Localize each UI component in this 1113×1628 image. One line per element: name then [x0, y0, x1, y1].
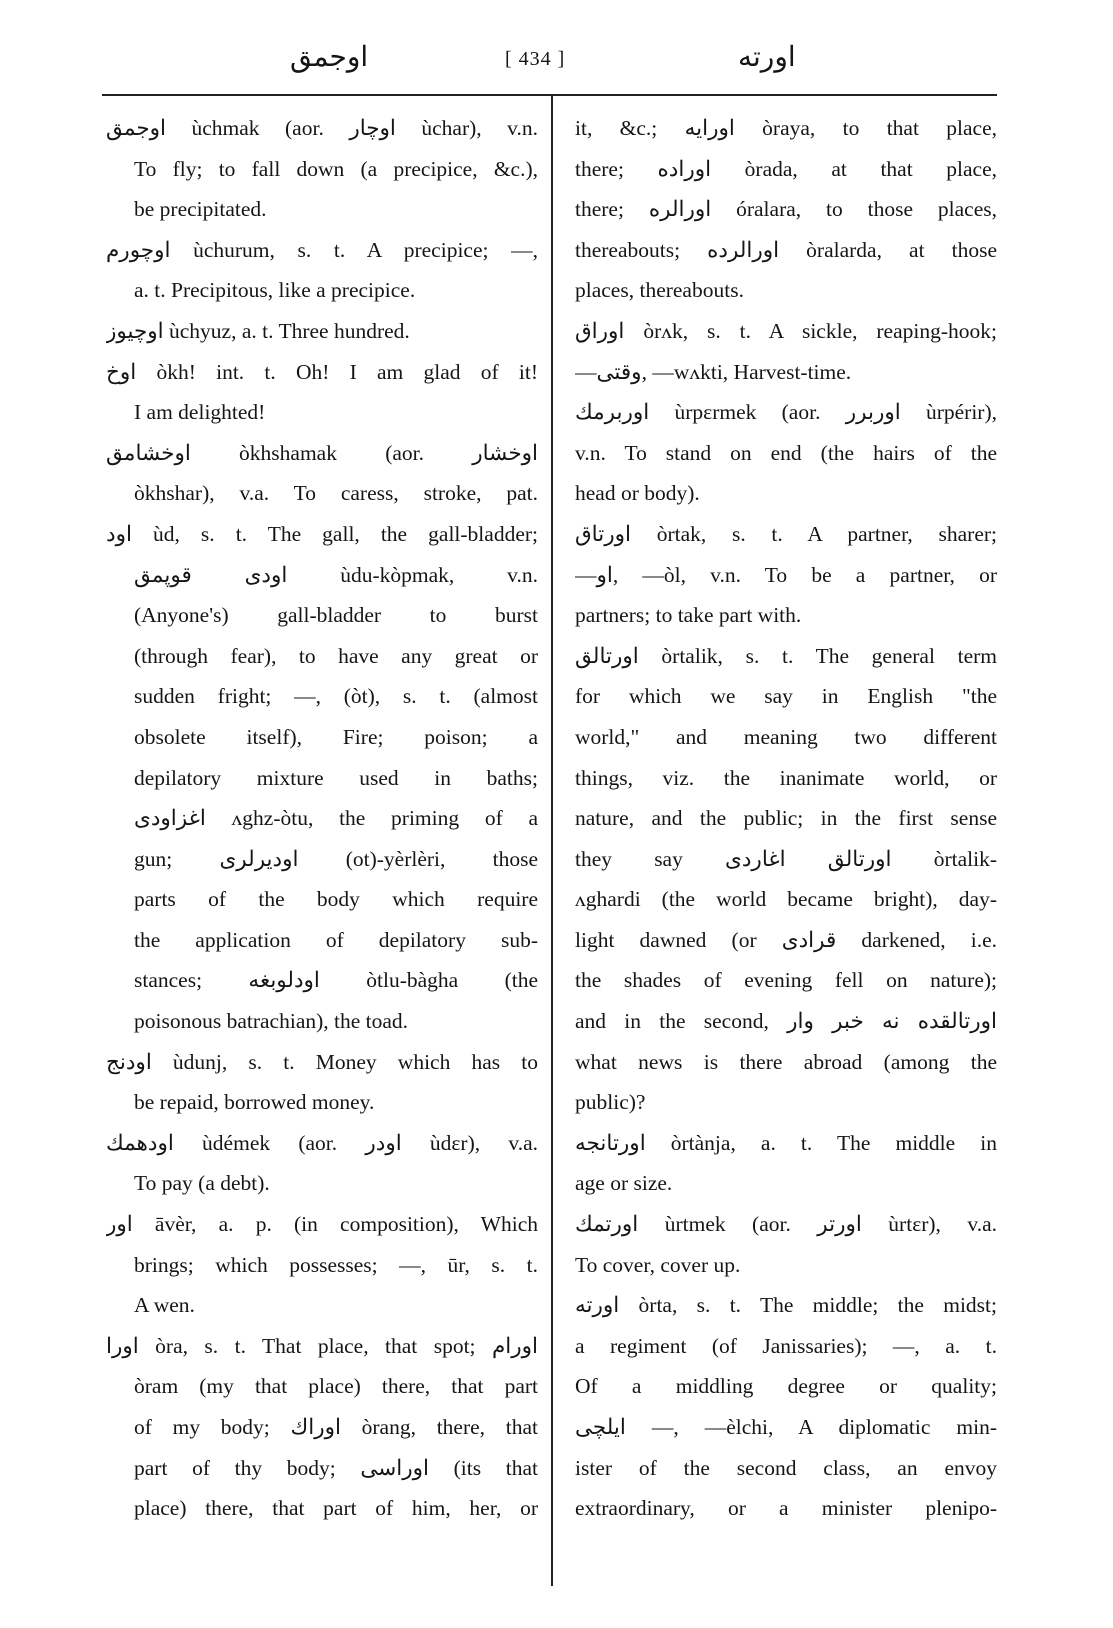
- entry-line: To fly; to fall down (a precipice, &c.),: [134, 156, 538, 181]
- column-divider: [551, 96, 553, 1586]
- entry-line: اورتمك ùrtmek (aor. اورتر ùrtɛr), v.a.: [575, 1212, 997, 1237]
- right-column: [575, 108, 997, 1529]
- entry-line: اود ùd, s. t. The gall, the gall-bladder;: [106, 521, 538, 546]
- entry-line: obsolete itself), Fire; poison; a: [134, 724, 538, 749]
- entry-line: اودى قوپمق ùdu-kòpmak, v.n.: [134, 562, 538, 587]
- entry-line: ايلچى —, —èlchi, A diplomatic min-: [575, 1415, 997, 1439]
- entry-line: the shades of evening fell on nature);: [575, 968, 997, 993]
- entry-line: nature, and the public; in the first sense: [575, 806, 997, 831]
- page-number: [ 434 ]: [505, 48, 566, 70]
- entry-line: extraordinary, or a minister plenipo-: [575, 1496, 997, 1521]
- entry-line: اوخشامق òkhshamak (aor. اوخشار: [106, 440, 538, 465]
- entry-line: there; اوراده òrada, at that place,: [575, 156, 997, 181]
- entry-line: اور āvèr, a. p. (in composition), Which: [106, 1212, 538, 1237]
- entry-line: and in the second, اورتالقده نه خبر وار: [575, 1009, 997, 1034]
- entry-line: be precipitated.: [134, 197, 267, 222]
- entry-line: اورتاق òrtak, s. t. A partner, sharer;: [575, 521, 997, 546]
- entry-line: age or size.: [575, 1171, 673, 1196]
- entry-line: —وقتى, —wʌkti, Harvest-time.: [575, 359, 852, 384]
- entry-line: I am delighted!: [134, 400, 266, 425]
- entry-line: head or body).: [575, 481, 700, 506]
- entry-line: light dawned (or قرادى darkened, i.e.: [575, 927, 997, 952]
- entry-line: the application of depilatory sub-: [134, 927, 538, 952]
- running-head-right: اورته: [738, 42, 796, 73]
- entry-line: thereabouts; اورالرده òralarda, at those: [575, 237, 997, 262]
- entry-line: a regiment (of Janissaries); —, a. t.: [575, 1333, 997, 1358]
- entry-line: be repaid, borrowed money.: [134, 1090, 375, 1115]
- entry-line: parts of the body which require: [134, 887, 538, 912]
- entry-line: part of thy body; اوراسى (its that: [134, 1455, 538, 1480]
- entry-line: world," and meaning two different: [575, 724, 997, 749]
- entry-line: To pay (a debt).: [134, 1171, 270, 1196]
- entry-line: ʌghardi (the world became bright), day-: [575, 887, 997, 912]
- entry-line: partners; to take part with.: [575, 603, 802, 628]
- entry-line: public)?: [575, 1090, 646, 1115]
- entry-line: اوچورم ùchurum, s. t. A precipice; —,: [106, 237, 538, 262]
- entry-line: a. t. Precipitous, like a precipice.: [134, 278, 416, 303]
- entry-line: for which we say in English "the: [575, 684, 997, 709]
- entry-line: poisonous batrachian), the toad.: [134, 1009, 409, 1034]
- entry-line: اوخ òkh! int. t. Oh! I am glad of it!: [106, 359, 538, 384]
- entry-line: òram (my that place) there, that part: [134, 1374, 538, 1399]
- entry-line: اوربرمك ùrpɛrmek (aor. اوربرر ùrpérir),: [575, 400, 997, 425]
- entry-line: what news is there abroad (among the: [575, 1049, 997, 1074]
- entry-line: اوچيوز ùchyuz, a. t. Three hundred.: [106, 318, 410, 343]
- entry-line: اودهمك ùdémek (aor. اودر ùdɛr), v.a.: [106, 1130, 538, 1155]
- entry-line: ister of the second class, an envoy: [575, 1455, 997, 1480]
- entry-line: A wen.: [134, 1293, 195, 1318]
- running-head-left: اوجمق: [290, 42, 369, 73]
- entry-line: brings; which possesses; —, ūr, s. t.: [134, 1252, 538, 1277]
- entry-line: of my body; اوراك òrang, there, that: [134, 1415, 538, 1439]
- entry-line: Of a middling degree or quality;: [575, 1374, 997, 1399]
- entry-line: اغزاودى ʌghz-òtu, the priming of a: [134, 806, 538, 831]
- entry-line: stances; اودلوبغه òtlu-bàgha (the: [134, 968, 538, 993]
- entry-line: اورا òra, s. t. That place, that spot; اورام: [106, 1333, 538, 1358]
- left-column: [106, 108, 538, 1529]
- header-rule: [102, 94, 997, 96]
- entry-line: اورتانجه òrtànja, a. t. The middle in: [575, 1130, 997, 1155]
- entry-line: òkhshar), v.a. To caress, stroke, pat.: [134, 481, 538, 506]
- entry-line: اودنج ùdunj, s. t. Money which has to: [106, 1049, 538, 1074]
- entry-line: To cover, cover up.: [575, 1252, 741, 1277]
- entry-line: it, &c.; اورايه òraya, to that place,: [575, 116, 997, 140]
- entry-line: there; اورالره óralara, to those places,: [575, 197, 997, 222]
- entry-line: اورتالق òrtalik, s. t. The general term: [575, 643, 997, 668]
- entry-line: اوجمق ùchmak (aor. اوچار ùchar), v.n.: [106, 116, 538, 140]
- entry-line: things, viz. the inanimate world, or: [575, 765, 997, 790]
- entry-line: اوراق òrʌk, s. t. A sickle, reaping-hook;: [575, 318, 997, 343]
- entry-line: depilatory mixture used in baths;: [134, 765, 538, 790]
- entry-line: (through fear), to have any great or: [134, 643, 538, 668]
- entry-line: places, thereabouts.: [575, 278, 744, 303]
- entry-line: —او, —òl, v.n. To be a partner, or: [575, 562, 997, 587]
- entry-line: gun; اوديرلرى (ot)-yèrlèri, those: [134, 846, 538, 871]
- entry-line: v.n. To stand on end (the hairs of the: [575, 440, 997, 465]
- entry-line: place) there, that part of him, her, or: [134, 1496, 538, 1521]
- entry-line: (Anyone's) gall-bladder to burst: [134, 603, 538, 628]
- entry-line: sudden fright; —, (òt), s. t. (almost: [134, 684, 538, 709]
- entry-line: they say اورتالق اغاردى òrtalik-: [575, 846, 997, 871]
- entry-line: اورته òrta, s. t. The middle; the midst;: [575, 1293, 997, 1318]
